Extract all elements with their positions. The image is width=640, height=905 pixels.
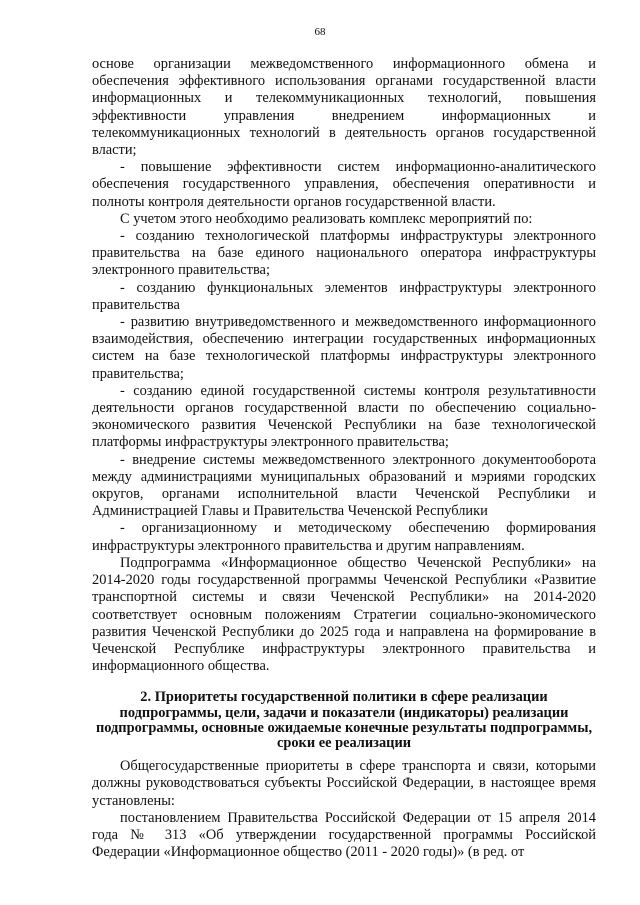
paragraph: С учетом этого необходимо реализовать комплекс мероприятий по: xyxy=(120,210,533,227)
page-number: 68 xyxy=(314,26,326,38)
list-item: - внедрение системы межведомственного электронного документооборота между администрациями муниципальных образований и мэриями городских округов, органами исполнительной власти Чеченской Республики и Администрацией Главы и Правительства Чеченской Республики xyxy=(92,451,596,520)
list-item: - созданию единой государственной системы контроля результативности деятельности органов государственной власти по обеспечению социально-экономического развития Чеченской Республики на базе технологической платформы инфраструктуры электронного правительства; xyxy=(92,382,596,451)
paragraph: Подпрограмма «Информационное общество Чеченской Республики» на 2014-2020 годы государственной программы Чеченской Республики «Развитие транспортной системы и связи Чеченской Республики» на 2014-2020 соответствует основным положениям Стратегии социально-экономического развития Чеченской Республики до 2025 года и направлена на формирование в Чеченской Республике инфраструктуры электронного правительства и информационного общества. xyxy=(92,554,596,675)
section-heading: 2. Приоритеты государственной политики в сфере реализации подпрограммы, цели, задачи и показатели (индикаторы) реализации подпрограммы, основные ожидаемые конечные результаты подпрограммы, сроки ее реализации xyxy=(95,689,593,751)
list-item: - развитию внутриведомственного и межведомственного информационного взаимодействия, обеспечению интеграции государственных информационных систем на базе технологической платформы инфраструктуры электронного правительства; xyxy=(92,314,596,382)
list-item: - организационному и методическому обеспечению формирования инфраструктуры электронного правительства и другим направлениям. xyxy=(92,520,596,554)
paragraph: постановлением Правительства Российской Федерации от 15 апреля 2014 года № 313 «Об утверждении государственной программы Российской Федерации «Информационное общество (2011 - 2020 годы)» (в ред. от xyxy=(92,809,596,861)
list-item: - созданию функциональных элементов инфраструктуры электронного правительства xyxy=(92,279,596,313)
document-body xyxy=(92,56,596,861)
paragraph: Общегосударственные приоритеты в сфере транспорта и связи, которыми должны руководствоваться субъекты Российской Федерации, в настоящее время установлены: xyxy=(92,758,596,809)
paragraph-continuation: основе организации межведомственного информационного обмена и обеспечения эффективного использования органами государственной власти информационных и телекоммуникационных технологий, повышения эффективности управления внедрением информационных и телекоммуникационных технологий в деятельность органов государственной власти; xyxy=(92,56,596,159)
paragraph: - повышение эффективности систем информационно-аналитического обеспечения государственного управления, обеспечения оперативности и полноты контроля деятельности органов государственной власти. xyxy=(92,159,596,210)
list-item: - созданию технологической платформы инфраструктуры электронного правительства на базе единого национального оператора инфраструктуры электронного правительства; xyxy=(92,228,596,279)
